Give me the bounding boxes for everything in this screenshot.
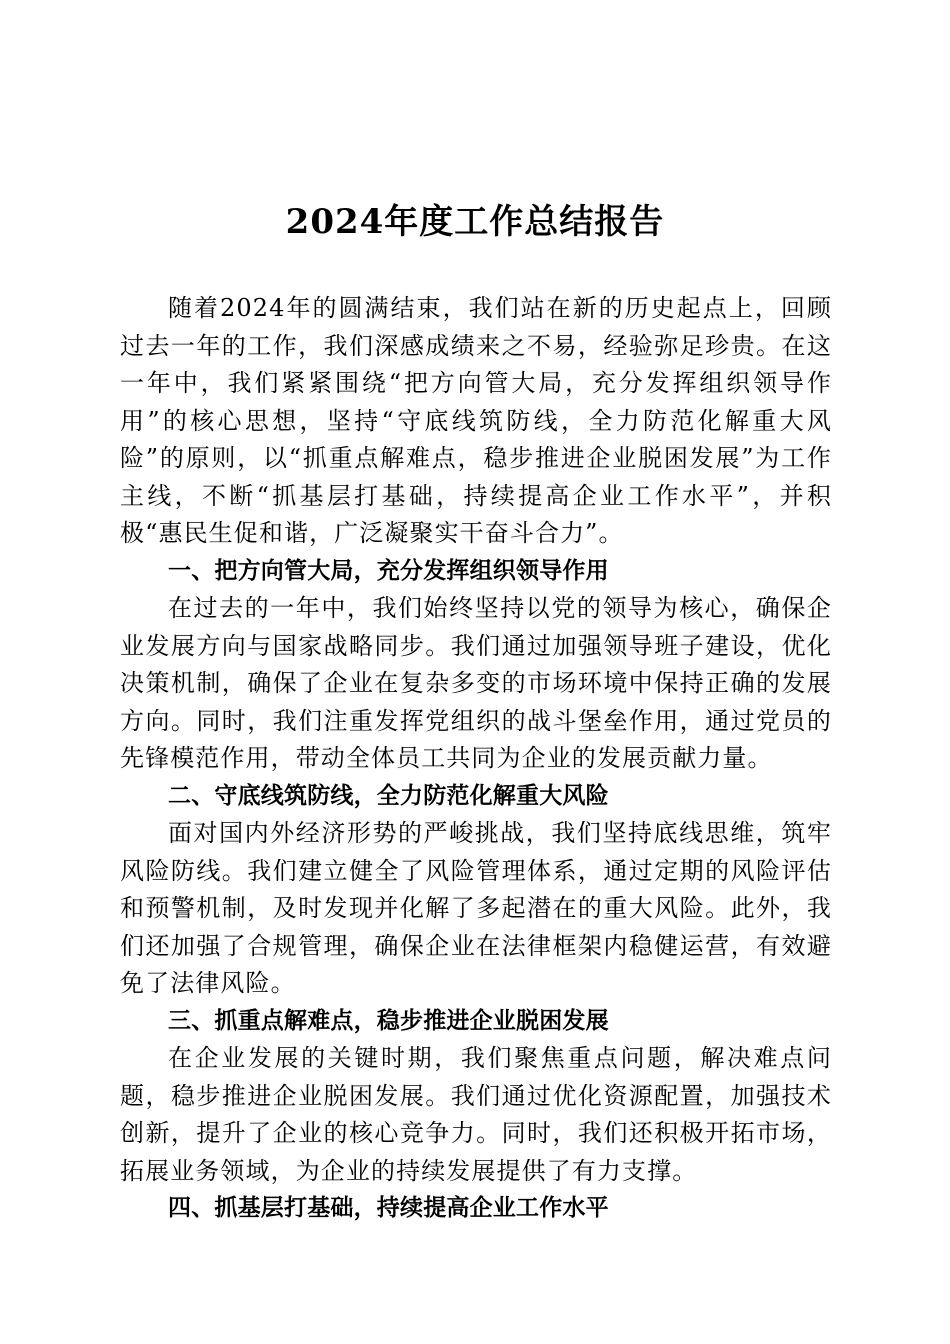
section-3-heading: 三、抓重点解难点，稳步推进企业脱困发展 (168, 1007, 609, 1034)
section-3-paragraph: 在企业发展的关键时期，我们聚焦重点问题，解决难点问题，稳步推进企业脱困发展。我们通过优化资源配置，加强技术创新，提升了企业的核心竞争力。同时，我们还积极开拓市场，拓展业务领域，为企业的持续发展提供了有力支撑。 (120, 1044, 832, 1185)
section-1-paragraph: 在过去的一年中，我们始终坚持以党的领导为核心，确保企业发展方向与国家战略同步。我们通过加强领导班子建设，优化决策机制，确保了企业在复杂多变的市场环境中保持正确的发展方向。同时，我们注重发挥党组织的战斗堡垒作用，通过党员的先锋模范作用，带动全体员工共同为企业的发展贡献力量。 (120, 594, 832, 772)
section-2-heading: 二、守底线筑防线，全力防范化解重大风险 (168, 782, 609, 809)
intro-paragraph: 随着2024年的圆满结束，我们站在新的历史起点上，回顾过去一年的工作，我们深感成绩来之不易，经验弥足珍贵。在这一年中，我们紧紧围绕“把方向管大局，充分发挥组织领导作用”的核心思想，坚持“守底线筑防线，全力防范化解重大风险”的原则，以“抓重点解难点，稳步推进企业脱困发展”为工作主线，不断“抓基层打基础，持续提高企业工作水平”，并积极“惠民生促和谐，广泛凝聚实干奋斗合力”。 (120, 294, 832, 547)
section-4-heading: 四、抓基层打基础，持续提高企业工作水平 (168, 1195, 609, 1221)
section-2-paragraph: 面对国内外经济形势的严峻挑战，我们坚持底线思维，筑牢风险防线。我们建立健全了风险管理体系，通过定期的风险评估和预警机制，及时发现并化解了多起潜在的重大风险。此外，我们还加强了合规管理，确保企业在法律框架内稳健运营，有效避免了法律风险。 (120, 819, 832, 997)
section-1-heading: 一、把方向管大局，充分发挥组织领导作用 (168, 557, 609, 584)
page-title: 2024年度工作总结报告 (285, 202, 665, 242)
document-body (120, 290, 832, 1228)
